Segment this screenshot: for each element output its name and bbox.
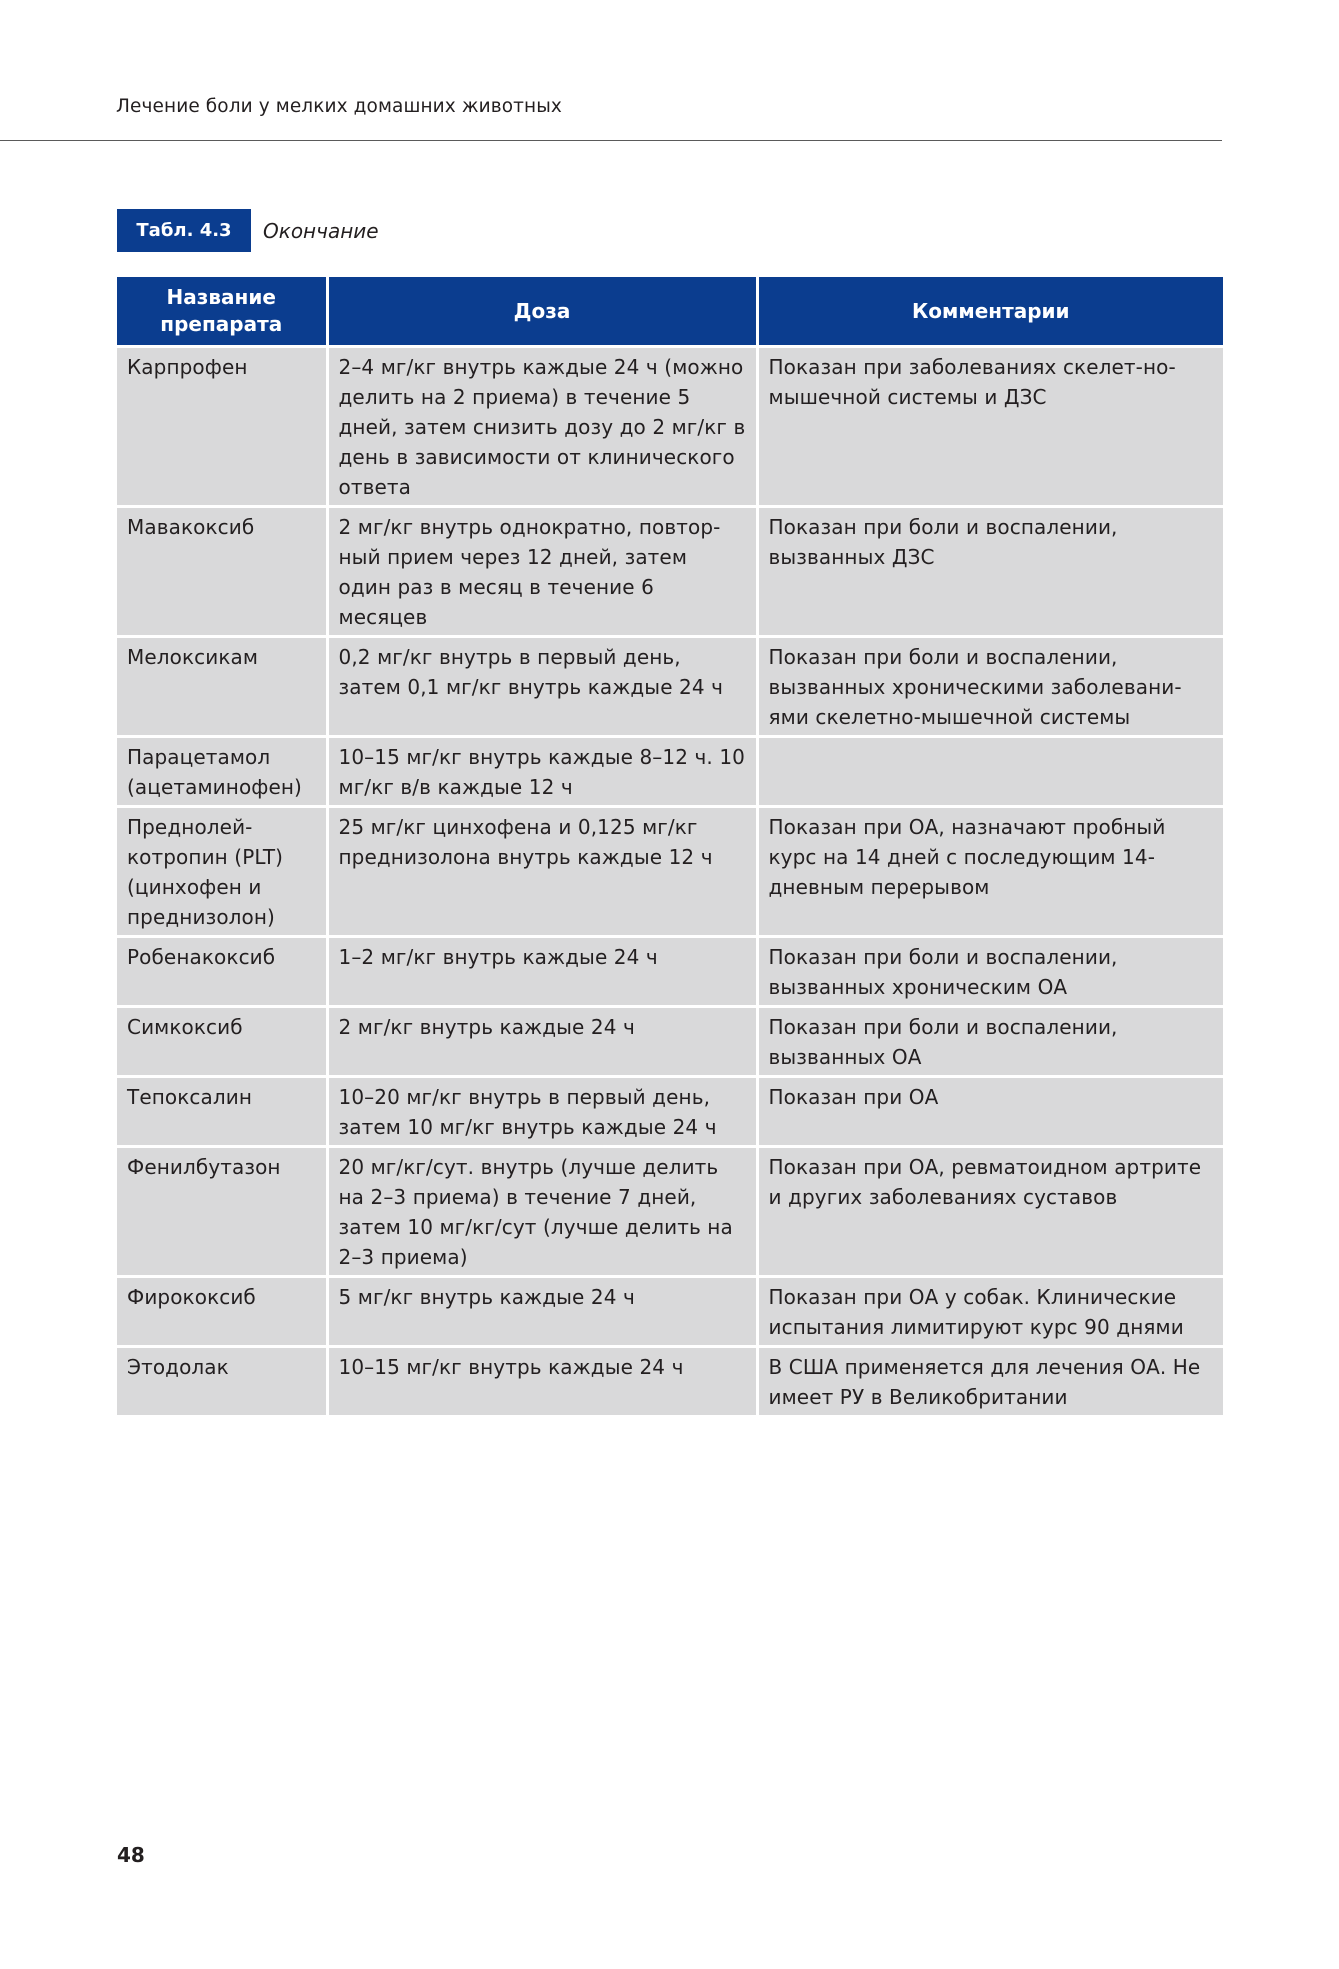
drug-name-cell: Этодолак [117,1347,327,1416]
drug-dosage-table [117,277,1223,1415]
comment-cell: Показан при боли и воспалении, вызванных хроническими заболевани-ями скелетно-мышечной системы [757,637,1223,737]
table-row [117,637,1223,737]
table-row [117,1077,1223,1147]
dose-cell: 5 мг/кг внутрь каждые 24 ч [327,1277,757,1347]
dose-cell: 2 мг/кг внутрь каждые 24 ч [327,1007,757,1077]
column-header-name: Название препарата [117,277,327,347]
column-header-dose: Доза [327,277,757,347]
table-number-label: Табл. 4.3 [117,209,251,252]
table-row [117,1147,1223,1277]
comment-cell: Показан при ОА, назначают пробный курс на 14 дней с последующим 14-дневным перерывом [757,807,1223,937]
dose-cell: 10–15 мг/кг внутрь каждые 8–12 ч. 10 мг/кг в/в каждые 12 ч [327,737,757,807]
drug-name-cell: Преднолей-котропин (PLT) (цинхофен и преднизолон) [117,807,327,937]
dose-cell: 10–20 мг/кг внутрь в первый день, затем 10 мг/кг внутрь каждые 24 ч [327,1077,757,1147]
dose-cell: 20 мг/кг/сут. внутрь (лучше делить на 2–3 приема) в течение 7 дней, затем 10 мг/кг/сут (лучше делить на 2–3 приема) [327,1147,757,1277]
drug-name-cell: Мелоксикам [117,637,327,737]
comment-cell: Показан при заболеваниях скелет-но-мышечной системы и ДЗС [757,347,1223,507]
drug-name-cell: Робенакоксиб [117,937,327,1007]
drug-name-cell: Фирококсиб [117,1277,327,1347]
table-row [117,1007,1223,1077]
table-row [117,807,1223,937]
table-caption-text: Окончание [263,218,379,243]
table-row [117,1347,1223,1416]
dose-cell: 0,2 мг/кг внутрь в первый день, затем 0,1 мг/кг внутрь каждые 24 ч [327,637,757,737]
comment-cell: Показан при боли и воспалении, вызванных ДЗС [757,507,1223,637]
dose-cell: 10–15 мг/кг внутрь каждые 24 ч [327,1347,757,1416]
table-caption [117,209,379,252]
page-number: 48 [117,1843,145,1867]
dose-cell: 25 мг/кг цинхофена и 0,125 мг/кг преднизолона внутрь каждые 12 ч [327,807,757,937]
drug-name-cell: Тепоксалин [117,1077,327,1147]
dose-cell: 1–2 мг/кг внутрь каждые 24 ч [327,937,757,1007]
drug-name-cell: Карпрофен [117,347,327,507]
drug-name-cell: Симкоксиб [117,1007,327,1077]
dose-cell: 2–4 мг/кг внутрь каждые 24 ч (можно делить на 2 приема) в течение 5 дней, затем снизить дозу до 2 мг/кг в день в зависимости от клинического ответа [327,347,757,507]
column-header-comments: Комментарии [757,277,1223,347]
table-row [117,1277,1223,1347]
comment-cell [757,737,1223,807]
comment-cell: Показан при ОА [757,1077,1223,1147]
header-divider [0,140,1222,141]
comment-cell: В США применяется для лечения ОА. Не имеет РУ в Великобритании [757,1347,1223,1416]
comment-cell: Показан при ОА у собак. Клинические испытания лимитируют курс 90 днями [757,1277,1223,1347]
drug-name-cell: Парацетамол (ацетаминофен) [117,737,327,807]
drug-name-cell: Фенилбутазон [117,1147,327,1277]
comment-cell: Показан при боли и воспалении, вызванных ОА [757,1007,1223,1077]
dose-cell: 2 мг/кг внутрь однократно, повтор-ный прием через 12 дней, затем один раз в месяц в течение 6 месяцев [327,507,757,637]
table-row [117,347,1223,507]
drug-name-cell: Мавакоксиб [117,507,327,637]
comment-cell: Показан при боли и воспалении, вызванных хроническим ОА [757,937,1223,1007]
table-header-row [117,277,1223,347]
table-row [117,737,1223,807]
comment-cell: Показан при ОА, ревматоидном артрите и других заболеваниях суставов [757,1147,1223,1277]
running-title: Лечение боли у мелких домашних животных [116,96,562,117]
table-row [117,507,1223,637]
table-row [117,937,1223,1007]
